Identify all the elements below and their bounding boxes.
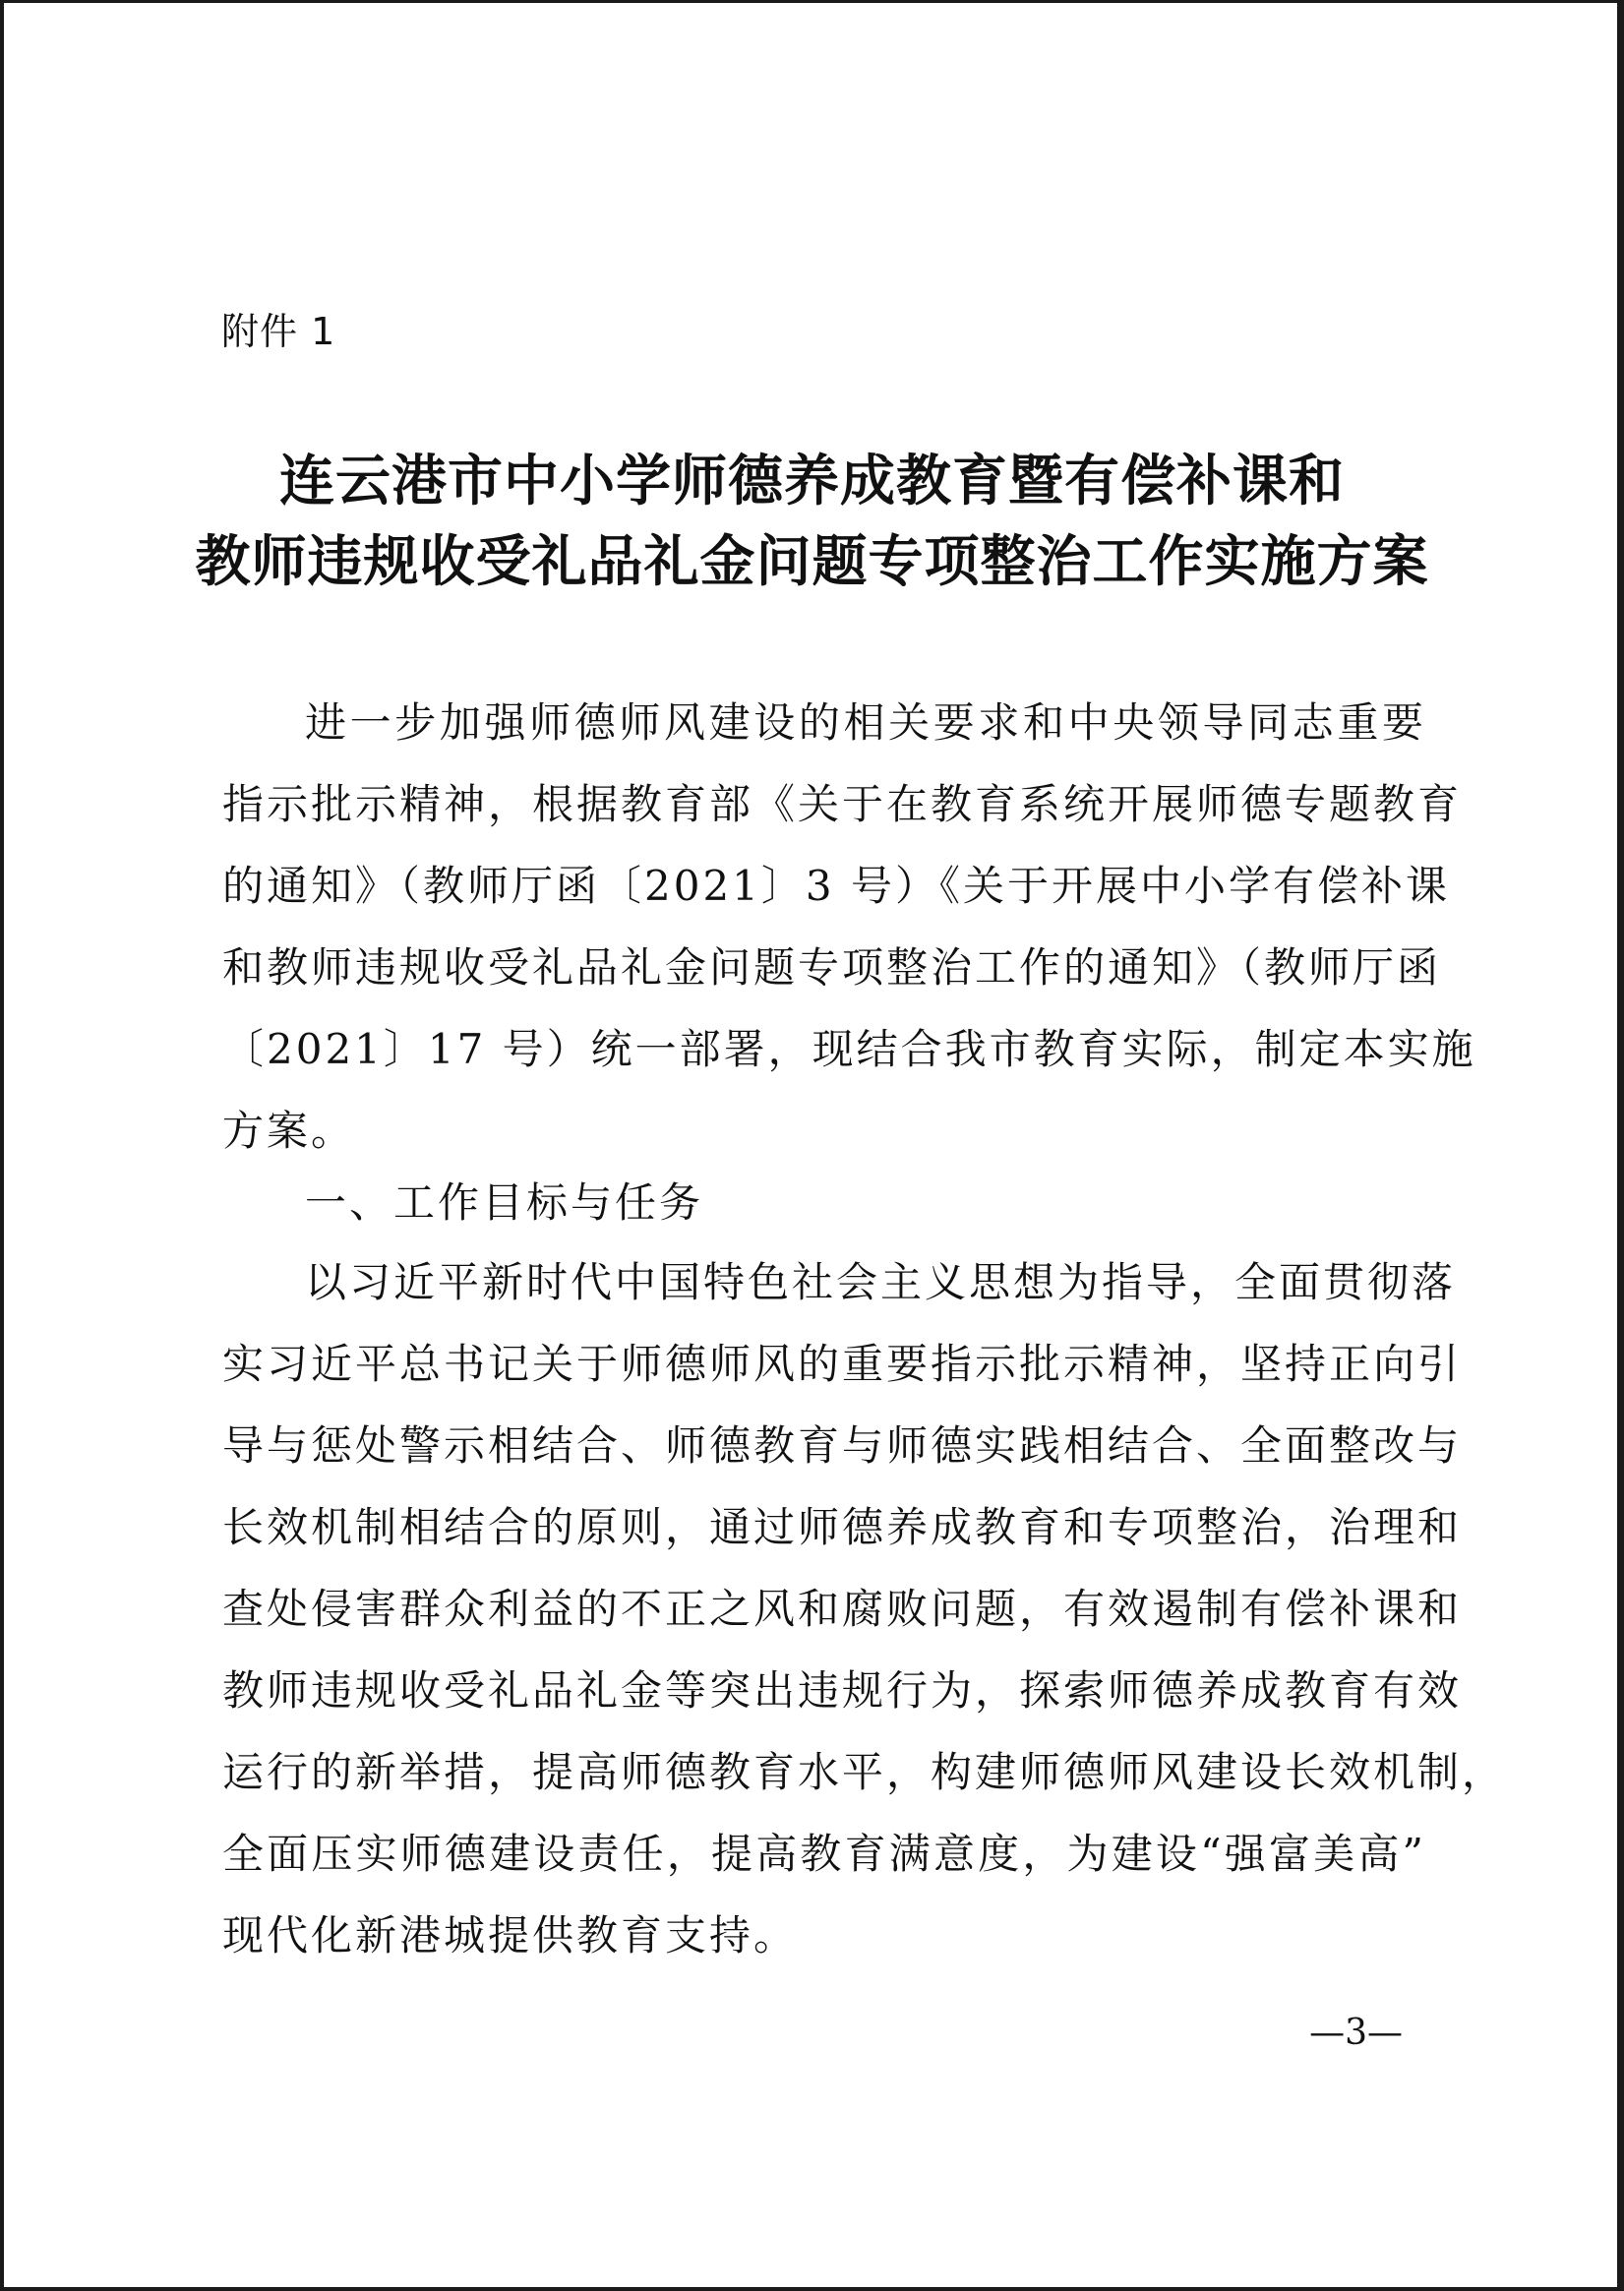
document-title-line-1: 连云港市中小学师德养成教育暨有偿补课和 (279, 449, 1345, 513)
goal-paragraph (222, 1241, 1507, 1976)
paragraph-line: 全面压实师德建设责任，提高教育满意度，为建设“强富美高” (222, 1830, 1426, 1878)
paragraph-line: 运行的新举措，提高师德教育水平，构建师德师风建设长效机制， (222, 1748, 1507, 1796)
paragraph-line: 现代化新港城提供教育支持。 (222, 1911, 799, 1959)
intro-paragraph (222, 682, 1476, 1172)
scan-border-right (1617, 0, 1624, 2291)
paragraph-line: 和教师违规收受礼品礼金问题专项整治工作的通知》（教师厅函 (222, 943, 1442, 992)
paragraph-line: 教师违规收受礼品礼金等突出违规行为，探索师德养成教育有效 (222, 1666, 1463, 1715)
paragraph-line: 方案。 (222, 1107, 356, 1155)
paragraph-line: 实习近平总书记关于师德师风的重要指示批示精神，坚持正向引 (222, 1340, 1463, 1388)
paragraph-line: 进一步加强师德师风建设的相关要求和中央领导同志重要 (305, 698, 1426, 747)
scan-border-bottom (0, 2287, 1624, 2291)
document-title (0, 441, 1624, 602)
paragraph-line: 长效机制相结合的原则，通过师德养成教育和专项整治，治理和 (222, 1503, 1463, 1551)
paragraph-line: 的通知》（教师厅函〔2021〕3 号）《关于开展中小学有偿补课 (222, 862, 1450, 910)
paragraph-line: 以习近平新时代中国特色社会主义思想为指导，全面贯彻落 (305, 1258, 1457, 1306)
page-number: —3— (1309, 2013, 1403, 2053)
paragraph-line: 查处侵害群众利益的不正之风和腐败问题，有效遏制有偿补课和 (222, 1585, 1463, 1633)
scan-border-left (0, 0, 4, 2291)
section-heading: 一、工作目标与任务 (305, 1178, 704, 1227)
attachment-label: 附件 1 (221, 310, 336, 353)
document-title-line-2: 教师违规收受礼品礼金问题专项整治工作实施方案 (195, 529, 1429, 594)
paragraph-line: 指示批示精神，根据教育部《关于在教育系统开展师德专题教育 (222, 780, 1463, 828)
paragraph-line: 导与惩处警示相结合、师德教育与师德实践相结合、全面整改与 (222, 1421, 1463, 1470)
paragraph-line: 〔2021〕17 号）统一部署，现结合我市教育实际，制定本实施 (222, 1025, 1476, 1073)
scan-border-top (0, 0, 1624, 3)
